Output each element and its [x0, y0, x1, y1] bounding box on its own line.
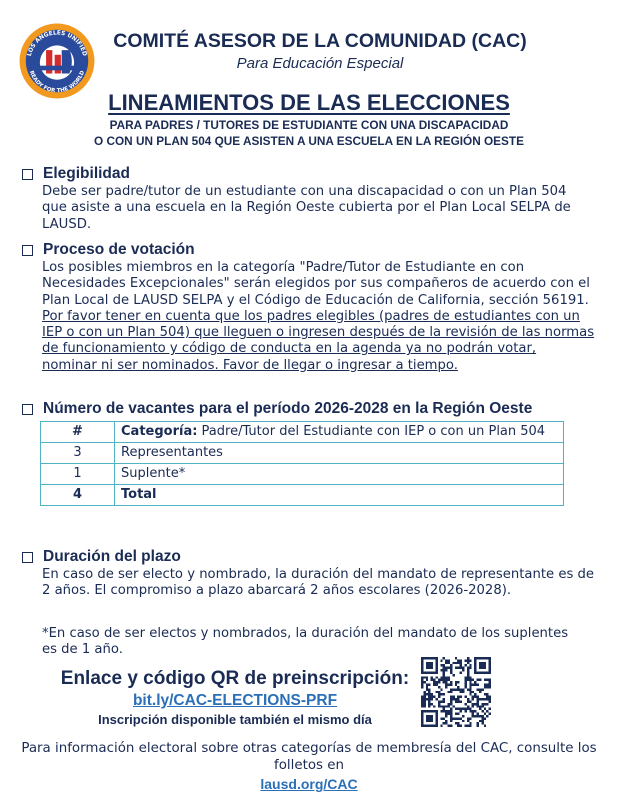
qr-code-icon[interactable] [421, 657, 491, 727]
logo-text-top: LOS ANGELES UNIFIED [26, 30, 88, 57]
voting-paragraph: Los posibles miembros en la categoría "Padre/Tutor de Estudiante en con Necesidades Excepcionales" serán elegidos por sus compañeros de acuerdo con el Plan Local de LAUSD SELPA y el Código de Educación de California, sección 56191. [42, 260, 590, 308]
registration-note: Inscripción disponible también el mismo día [98, 712, 372, 727]
vacancies-table [40, 421, 564, 506]
vacancies-heading: Número de vacantes para el período 2026-2028 en la Región Oeste [43, 400, 533, 417]
table-total-row [41, 485, 564, 506]
row-label: Suplente* [115, 464, 564, 485]
category-value: Padre/Tutor del Estudiante con IEP o con un Plan 504 [197, 424, 546, 439]
audience-line-2: O CON UN PLAN 504 QUE ASISTEN A UNA ESCUELA EN LA REGIÓN OESTE [94, 134, 524, 148]
page-title: LINEAMIENTOS DE LAS ELECCIONES [108, 90, 510, 115]
lausd-logo-icon [18, 22, 96, 100]
eligibility-section [20, 164, 595, 233]
org-subtitle: Para Educación Especial [236, 55, 404, 72]
table-header-category [115, 422, 564, 443]
total-count: 4 [41, 485, 115, 506]
category-label: Categoría: [121, 424, 198, 439]
footer-text: Para información electoral sobre otras categorías de membresía del CAC, consulte los folletos en [21, 741, 597, 773]
alternate-term-note: *En caso de ser electos y nombrados, la duración del mandato de los suplentes es de 1 año. [42, 626, 569, 658]
footer-link[interactable]: lausd.org/CAC [260, 776, 358, 792]
table-header-count: # [41, 422, 115, 443]
term-text: En caso de ser electo y nombrado, la duración del mandato de representante es de 2 años. El compromiso a plazo abarcará 2 años escolares (2026-2028). [42, 567, 594, 599]
registration-link[interactable]: bit.ly/CAC-ELECTIONS-PRF [132, 692, 338, 709]
table-row [41, 464, 564, 485]
term-section [20, 547, 595, 600]
registration-title: Enlace y código QR de preinscripción: [60, 668, 410, 689]
checkbox-icon [22, 169, 33, 180]
vacancies-section [20, 399, 595, 419]
checkbox-icon [22, 552, 33, 563]
row-count: 1 [41, 464, 115, 485]
table-header-row [41, 422, 564, 443]
eligibility-heading: Elegibilidad [43, 165, 130, 182]
checkbox-icon [22, 245, 33, 256]
table-row [41, 443, 564, 464]
org-title: COMITÉ ASESOR DE LA COMUNIDAD (CAC) [113, 30, 527, 52]
voting-heading: Proceso de votación [43, 241, 195, 258]
checkbox-icon [22, 404, 33, 415]
row-label: Representantes [115, 443, 564, 464]
voting-notice: Por favor tener en cuenta que los padres elegibles (padres de estudiantes con un IEP o con un Plan 504) que lleguen o ingresen después de la revisión de las normas de funcionamiento y código de conducta en la agenda ya no podrán votar, nominar ni ser nominados. Favor de llegar o ingresar a tiempo. [42, 308, 595, 373]
voting-text [42, 260, 595, 374]
total-label: Total [115, 485, 564, 506]
logo-text-bottom: READY FOR THE WORLD [27, 70, 87, 95]
eligibility-text: Debe ser padre/tutor de un estudiante con una discapacidad o con un Plan 504 que asiste a una escuela en la Región Oeste cubierta por el Plan Local SELPA de LAUSD. [42, 184, 571, 232]
term-heading: Duración del plazo [43, 548, 181, 565]
voting-section [20, 240, 595, 374]
audience-line-1: PARA PADRES / TUTORES DE ESTUDIANTE CON UNA DISCAPACIDAD [109, 118, 509, 132]
row-count: 3 [41, 443, 115, 464]
